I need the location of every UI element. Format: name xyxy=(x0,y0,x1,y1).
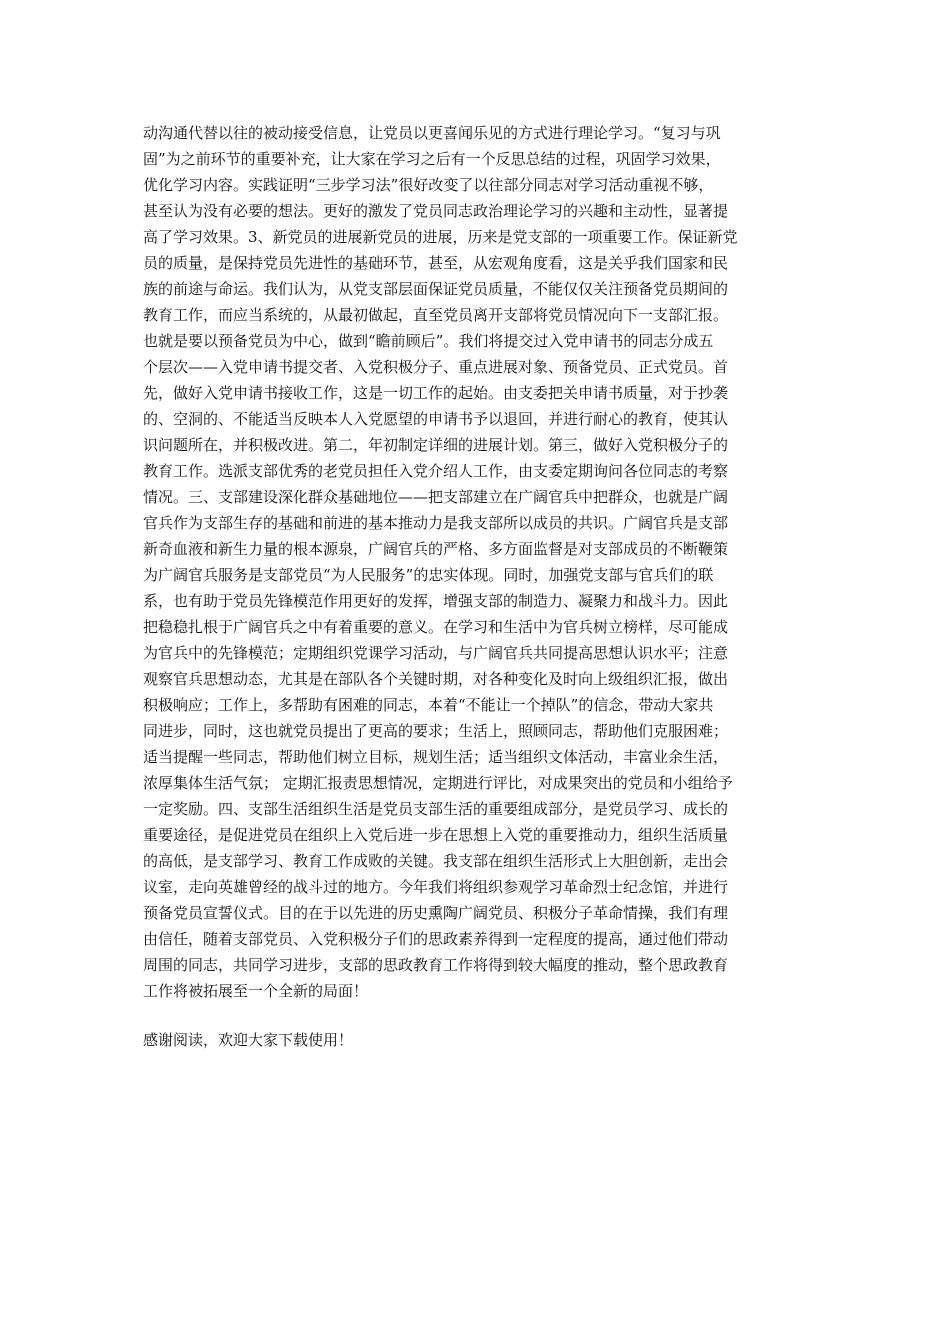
text-line: 新奇血液和新生力量的根本源泉，广阔官兵的严格、多方面监督是对支部成员的不断鞭策 xyxy=(143,540,729,558)
text-line: 积极响应；工作上，多帮助有困难的同志，本着“不能让一个掉队”的信念，带动大家共 xyxy=(143,696,714,714)
text-line: 的、空洞的、不能适当反映本人入党愿望的申请书予以退回，并进行耐心的教育，使其认 xyxy=(143,410,729,428)
text-line: 的高低，是支部学习、教育工作成败的关键。我支部在组织生活形式上大胆创新，走出会 xyxy=(143,852,729,870)
text-line: 重要途径，是促进党员在组织上入党后进一步在思想上入党的重要推动力，组织生活质量 xyxy=(143,826,729,844)
text-line: 教育工作，而应当系统的，从最初做起，直至党员离开支部将党员情况向下一支部汇报。 xyxy=(143,306,729,324)
text-line: 也就是要以预备党员为中心，做到“瞻前顾后”。我们将提交过入党申请书的同志分成五 xyxy=(143,332,714,350)
text-line: 族的前途与命运。我们认为，从党支部层面保证党员质量，不能仅仅关注预备党员期间的 xyxy=(143,280,729,298)
text-line: 高了学习效果。3、新党员的进展新党员的进展，历来是党支部的一项重要工作。保证新党 xyxy=(143,228,738,246)
text-line: 甚至认为没有必要的想法。更好的激发了党员同志政治理论学习的兴趣和主动性，显著提 xyxy=(143,202,729,220)
text-line: 预备党员宣誓仪式。目的在于以先进的历史熏陶广阔党员、积极分子革命情操，我们有理 xyxy=(143,904,729,922)
text-line: 浓厚集体生活气氛； 定期汇报责思想情况，定期进行评比，对成果突出的党员和小组给予 xyxy=(143,774,733,792)
text-line: 优化学习内容。实践证明“三步学习法”很好改变了以往部分同志对学习活动重视不够， xyxy=(143,176,714,194)
text-line: 个层次——入党申请书提交者、入党积极分子、重点进展对象、预备党员、正式党员。首 xyxy=(143,358,729,376)
text-line: 为广阔官兵服务是支部党员“为人民服务”的忠实体现。同时，加强党支部与官兵们的联 xyxy=(143,566,714,584)
text-line: 把稳稳扎根于广阔官兵之中有着重要的意义。在学习和生活中为官兵树立榜样，尽可能成 xyxy=(143,618,729,636)
body-paragraph xyxy=(143,120,807,1004)
text-line: 适当提醒一些同志，帮助他们树立目标，规划生活；适当组织文体活动，丰富业余生活， xyxy=(143,748,729,766)
text-line: 动沟通代替以往的被动接受信息，让党员以更喜闻乐见的方式进行理论学习。“复习与巩 xyxy=(143,124,721,142)
text-line: 官兵作为支部生存的基础和前进的基本推动力是我支部所以成员的共识。广阔官兵是支部 xyxy=(143,514,729,532)
text-line: 同进步，同时，这也就党员提出了更高的要求；生活上，照顾同志，帮助他们克服困难； xyxy=(143,722,729,740)
text-line: 员的质量，是保持党员先进性的基础环节，甚至，从宏观角度看，这是关乎我们国家和民 xyxy=(143,254,729,272)
text-line: 议室，走向英雄曾经的战斗过的地方。今年我们将组织参观学习革命烈士纪念馆，并进行 xyxy=(143,878,729,896)
text-line: 识问题所在，并积极改进。第二，年初制定详细的进展计划。第三，做好入党积极分子的 xyxy=(143,436,729,454)
text-line: 系，也有助于党员先锋模范作用更好的发挥，增强支部的制造力、凝聚力和战斗力。因此 xyxy=(143,592,729,610)
text-line: 为官兵中的先锋模范；定期组织党课学习活动，与广阔官兵共同提高思想认识水平；注意 xyxy=(143,644,729,662)
text-line: 工作将被拓展至一个全新的局面！ xyxy=(143,982,369,1000)
text-line: 观察官兵思想动态，尤其是在部队各个关键时期，对各种变化及时向上级组织汇报，做出 xyxy=(143,670,729,688)
text-line: 固”为之前环节的重要补充，让大家在学习之后有一个反思总结的过程，巩固学习效果， xyxy=(143,150,721,168)
closing-note: 感谢阅读，欢迎大家下载使用！ xyxy=(143,1031,354,1049)
text-line: 先，做好入党申请书接收工作，这是一切工作的起始。由支委把关申请书质量，对于抄袭 xyxy=(143,384,729,402)
text-line: 由信任，随着支部党员、入党积极分子们的思政素养得到一定程度的提高，通过他们带动 xyxy=(143,930,729,948)
text-line: 教育工作。选派支部优秀的老党员担任入党介绍人工作，由支委定期询问各位同志的考察 xyxy=(143,462,729,480)
text-line: 周围的同志，共同学习进步，支部的思政教育工作将得到较大幅度的推动，整个思政教育 xyxy=(143,956,729,974)
text-line: 一定奖励。四、支部生活组织生活是党员支部生活的重要组成部分，是党员学习、成长的 xyxy=(143,800,729,818)
text-line: 情况。三、支部建设深化群众基础地位——把支部建立在广阔官兵中把群众，也就是广阔 xyxy=(143,488,729,506)
